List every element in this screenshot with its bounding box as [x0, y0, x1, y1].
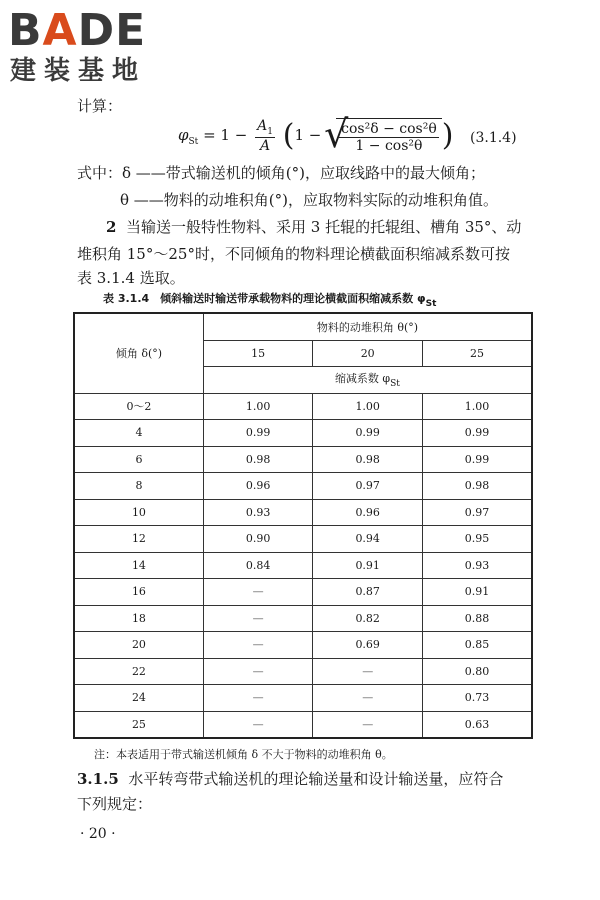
cell-coefficient: —	[203, 605, 313, 632]
cell-angle: 10	[74, 499, 203, 526]
cell-angle: 0～2	[74, 393, 203, 420]
cell-coefficient: —	[313, 685, 423, 712]
logo-wordmark: BADE	[8, 5, 147, 56]
cell-angle: 25	[74, 711, 203, 738]
table-row	[74, 579, 532, 606]
cell-angle: 24	[74, 685, 203, 712]
cell-coefficient: —	[203, 711, 313, 738]
cell-coefficient: 0.90	[203, 526, 313, 553]
table-row	[74, 473, 532, 500]
table-row	[74, 499, 532, 526]
cell-angle: 20	[74, 632, 203, 659]
cell-coefficient: 0.97	[422, 499, 532, 526]
formula-3-1-4: $\varphi_{St} = 1$ − $\frac{A_1}{A}$ (1 − √ $\frac{\text{cos²δ − cos²θ}}{\text{1 − cos²θ}}$ )	[178, 112, 454, 156]
cell-coefficient: 0.98	[203, 446, 313, 473]
cell-coefficient: 1.00	[313, 393, 423, 420]
cell-coefficient: 0.91	[422, 579, 532, 606]
cell-coefficient: 0.97	[313, 473, 423, 500]
reduction-coefficient-table	[73, 312, 533, 739]
cell-coefficient: —	[313, 658, 423, 685]
cell-angle: 8	[74, 473, 203, 500]
sqrt-term: √ $\frac{\text{cos²δ − cos²θ}}{\text{1 − cos²θ}}$	[326, 118, 442, 154]
clause-2-line-1: 2 当输送一般特性物料、采用 3 托辊的托辊组、槽角 35°、动	[106, 218, 522, 236]
cell-angle: 12	[74, 526, 203, 553]
cell-angle: 22	[74, 658, 203, 685]
table-row	[74, 685, 532, 712]
cell-coefficient: 0.87	[313, 579, 423, 606]
table-row	[74, 420, 532, 447]
cell-coefficient: 0.99	[422, 420, 532, 447]
theta-15: 15	[203, 340, 313, 367]
definition-theta: θ ——物料的动堆积角(°)，应取物料实际的动堆积角值。	[120, 191, 499, 209]
cell-coefficient: 0.85	[422, 632, 532, 659]
cell-coefficient: 0.95	[422, 526, 532, 553]
table-row	[74, 526, 532, 553]
table-row	[74, 632, 532, 659]
table-row	[74, 605, 532, 632]
cell-coefficient: 1.00	[203, 393, 313, 420]
cell-coefficient: 0.63	[422, 711, 532, 738]
cell-coefficient: 0.73	[422, 685, 532, 712]
cell-coefficient: 0.98	[313, 446, 423, 473]
cell-coefficient: —	[203, 632, 313, 659]
cell-angle: 4	[74, 420, 203, 447]
cell-coefficient: 0.93	[422, 552, 532, 579]
bade-logo	[8, 6, 178, 88]
section-3-1-5-line-2: 下列规定：	[77, 795, 153, 813]
cell-angle: 16	[74, 579, 203, 606]
fraction-a1-a: $\frac{A_1}{A}$	[257, 118, 273, 154]
cell-coefficient: 0.93	[203, 499, 313, 526]
cell-coefficient: 0.84	[203, 552, 313, 579]
col-header-angle: 倾角 δ(°)	[74, 313, 203, 393]
page-number: · 20 ·	[80, 826, 116, 842]
cell-coefficient: 0.98	[422, 473, 532, 500]
table-note: 注：本表适用于带式输送机倾角 δ 不大于物料的动堆积角 θ。	[94, 748, 393, 761]
cell-coefficient: 0.96	[313, 499, 423, 526]
theta-25: 25	[422, 340, 532, 367]
cell-coefficient: —	[203, 579, 313, 606]
table-row	[74, 658, 532, 685]
section-3-1-5-line-1: 3.1.5 水平转弯带式输送机的理论输送量和设计输送量，应符合	[77, 770, 504, 788]
cell-coefficient: —	[203, 658, 313, 685]
table-caption: 表 3.1.4 倾斜输送时输送带承载物料的理论横截面积缩减系数 $\varphi_{St}$	[103, 292, 437, 309]
equation-number: (3.1.4)	[470, 130, 517, 146]
group-header-theta: 物料的动堆积角 θ(°)	[203, 313, 532, 340]
intro-text: 计算：	[77, 97, 123, 115]
cell-coefficient: 0.82	[313, 605, 423, 632]
cell-coefficient: —	[203, 685, 313, 712]
theta-20: 20	[313, 340, 423, 367]
cell-coefficient: 0.96	[203, 473, 313, 500]
cell-coefficient: 0.99	[313, 420, 423, 447]
table-row	[74, 552, 532, 579]
cell-coefficient: 0.80	[422, 658, 532, 685]
clause-2-line-2: 堆积角 15°～25°时，不同倾角的物料理论横截面积缩减系数可按	[77, 245, 510, 263]
definition-delta: 式中：δ ——带式输送机的倾角(°)，应取线路中的最大倾角；	[77, 164, 486, 182]
cell-angle: 18	[74, 605, 203, 632]
cell-coefficient: 0.94	[313, 526, 423, 553]
table-row	[74, 446, 532, 473]
cell-angle: 14	[74, 552, 203, 579]
cell-coefficient: 0.99	[422, 446, 532, 473]
cell-coefficient: —	[313, 711, 423, 738]
cell-coefficient: 1.00	[422, 393, 532, 420]
cell-coefficient: 0.88	[422, 605, 532, 632]
cell-angle: 6	[74, 446, 203, 473]
table-row	[74, 711, 532, 738]
clause-2-line-3: 表 3.1.4 选取。	[77, 269, 185, 287]
logo-subtitle: 建装基地	[10, 56, 147, 86]
table-row	[74, 393, 532, 420]
cell-coefficient: 0.69	[313, 632, 423, 659]
coef-header: 缩减系数 $\varphi_{St}$	[203, 367, 532, 394]
cell-coefficient: 0.99	[203, 420, 313, 447]
cell-coefficient: 0.91	[313, 552, 423, 579]
